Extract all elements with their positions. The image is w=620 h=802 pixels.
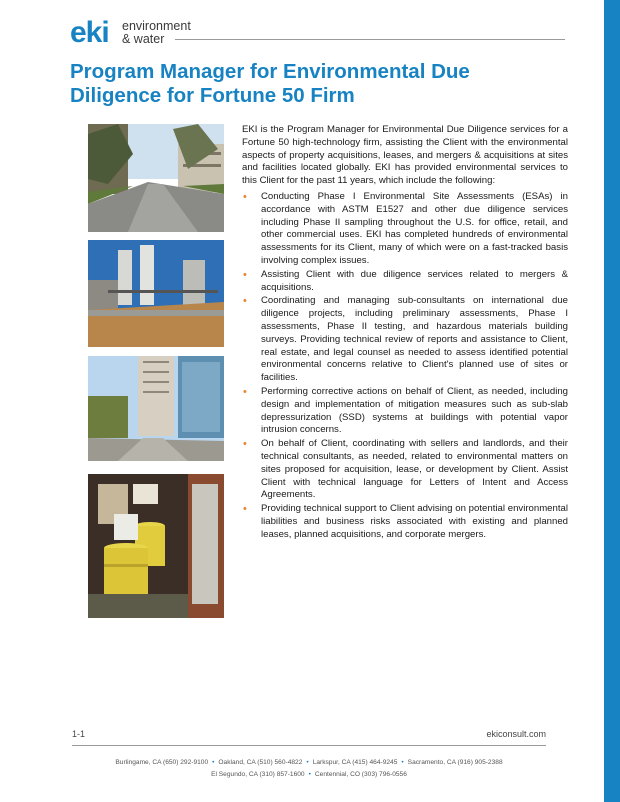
list-item: • Coordinating and managing sub-consultants on international due diligence projects, including preliminary assessments, Phase I assessments, Phase II testing, and hazardous materials building surveys. Providing technical review of reports and assistance to Client, real estate, and legal counsel as needed to assess identified potential environmental concerns relative to Client's planned use of sites or facilities. [243, 295, 568, 384]
photo-industrial-tanks [88, 240, 224, 347]
bullet-icon: • [243, 503, 247, 516]
list-item: • On behalf of Client, coordinating with sellers and landlords, and their technical consultants, as needed, related to environmental matters on sites proposed for acquisition, lease, or development by Client. Assist Client with technical language for Letters of Intent and Access Agreements. [243, 438, 568, 501]
intro-paragraph: EKI is the Program Manager for Environmental Due Diligence services for a Fortune 50 high-technology firm, assisting the Client with the environmental aspects of property acquisitions, leases, and mergers & acquisitions at sites and facilities located globally. EKI has provided environmental services to this Client for the past 11 years, which include the following: [242, 124, 568, 187]
separator-dot: • [401, 759, 404, 766]
photo-campus-road [88, 124, 224, 232]
bullet-icon: • [243, 295, 247, 308]
offices-line-1: Burlingame, CA (650) 292-9100 • Oakland, CA (510) 560-4822 • Larkspur, CA (415) 464-9245 • Sacramento, CA (916) 905-2388 [115, 759, 503, 766]
header-divider [175, 39, 565, 40]
photo-drums-basement [88, 474, 224, 618]
side-accent-bar [604, 0, 620, 802]
page-number: 1-1 [72, 729, 86, 739]
website-link[interactable]: ekiconsult.com [486, 729, 546, 739]
logo-line-2: & water [122, 32, 165, 46]
separator-dot: • [212, 759, 215, 766]
list-item: • Performing corrective actions on behalf of Client, as needed, including design and implementation of mitigation measures such as sub-slab depressurization (SSD) systems at buildings with potential vapor intrusion concerns. [243, 385, 568, 436]
footer-divider [72, 745, 546, 746]
bullet-icon: • [243, 385, 247, 398]
bullet-icon: • [243, 190, 247, 203]
list-item: • Assisting Client with due diligence services related to mergers & acquisitions. [243, 268, 568, 293]
project-description [242, 124, 568, 543]
office-locations [72, 757, 546, 781]
page-title: Program Manager for Environmental Due Diligence for Fortune 50 Firm [70, 60, 470, 107]
photo-office-buildings [88, 356, 224, 461]
logo-line-1: environment [122, 19, 191, 33]
separator-dot: • [308, 771, 311, 778]
logo-mark: eki [70, 16, 109, 49]
logo-text [122, 20, 191, 46]
bullet-icon: • [243, 438, 247, 451]
eki-logo [70, 14, 230, 54]
list-item: • Conducting Phase I Environmental Site Assessments (ESAs) in accordance with ASTM E1527 and other due diligence services including Phase II sampling throughout the U.S. for office, retail, and other commercial uses. EKI has completed hundreds of environmental assessments for its Client, many of which were on a fast-tracked basis involving complex issues. [243, 190, 568, 266]
bullet-icon: • [243, 268, 247, 281]
list-item: • Providing technical support to Client advising on potential environmental liabilities and business risks associated with existing and planned leases, planned acquisitions, and corporate mergers. [243, 503, 568, 540]
offices-line-2: El Segundo, CA (310) 857-1600 • Centennial, CO (303) 796-0556 [211, 771, 407, 778]
separator-dot: • [306, 759, 309, 766]
services-list [242, 191, 568, 542]
